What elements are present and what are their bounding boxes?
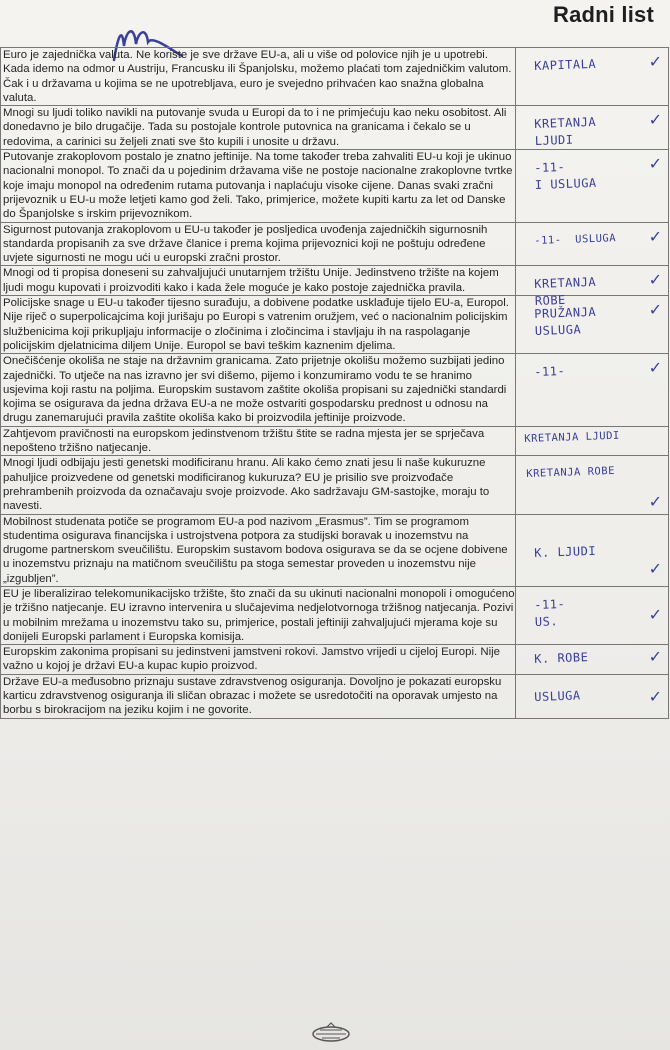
answer-cell[interactable]	[516, 645, 669, 675]
check-mark-icon: ✓	[648, 686, 662, 706]
handwritten-answer: K. LJUDI	[534, 543, 597, 560]
check-mark-icon: ✓	[648, 110, 662, 130]
answer-cell[interactable]	[516, 150, 669, 222]
answer-cell[interactable]	[516, 266, 669, 309]
table-row	[1, 586, 669, 644]
table-row	[1, 296, 669, 354]
handwritten-answer: KRETANJA LJUDI	[524, 429, 620, 445]
statement-text: Putovanje zrakoplovom postalo je znatno jeftinije. Na tome također treba zahvaliti EU-u koji je ukinuo nacionalni monopol. To znači da u pojedinim državama više ne postoje nacionalne zrakoplovne tvrtke koje imaju monopol na određenim rutama putovanja i naplaćuju visoke cijene. Danas svaki zračni prijevoznik u EU-u može letjeti kamo god želi. Tako, primjerice, možete kupiti kartu za let od Danske do Španjolske s irskim prijevoznikom.	[1, 150, 516, 222]
check-mark-icon: ✓	[648, 558, 662, 578]
table-row	[1, 106, 669, 150]
table-row	[1, 266, 669, 296]
table-row	[1, 222, 669, 266]
statement-text: Policijske snage u EU-u također tijesno surađuju, a dobivene podatke usklađuje tijelo EU-a, Europol. Nije riječ o superpolicajcima koji jurišaju po Europi s vatrenim oružjem, već o nacionalnim policijskim službenicima koji prikupljaju informacije o zločinima i zločincima i stavljaju ih na raspolaganje policijskim djelatnicima diljem Unije. Europol se bavi teškim kaznenim djelima.	[1, 296, 516, 354]
statement-text: Zahtjevom pravičnosti na europskom jedinstvenom tržištu štite se radna mjesta jer se sprječava nepošteno tržišno natjecanje.	[1, 426, 516, 456]
handwritten-answer: -11- I USLUGA	[534, 159, 597, 193]
table-row	[1, 456, 669, 514]
statement-text: Mnogi od ti propisa doneseni su zahvaljujući unutarnjem tržištu Unije. Jedinstveno tržište na kojem ljudi mogu kupovati i proizvoditi kako i kada žele moguće je kako postoje zajednička pravila.	[1, 266, 516, 296]
handwritten-answer: KRETANJA ROBE	[534, 275, 597, 309]
handwritten-answer: KAPITALA	[534, 56, 597, 73]
eu-logo-icon	[308, 1022, 354, 1042]
statement-text: Europskim zakonima propisani su jedinstveni jamstveni rokovi. Jamstvo vrijedi u cijeloj Europi. Nije važno u kojoj je državi EU-a kupac kupio proizvod.	[1, 645, 516, 675]
check-mark-icon: ✓	[648, 604, 662, 624]
check-mark-icon: ✓	[648, 358, 662, 378]
handwritten-answer: PRUŽANJA USLUGA	[534, 304, 597, 339]
check-mark-icon: ✓	[648, 492, 662, 512]
table-row	[1, 426, 669, 456]
table-row	[1, 354, 669, 426]
handwritten-answer: USLUGA	[534, 688, 581, 704]
table-row	[1, 48, 669, 106]
statement-text: EU je liberalizirao telekomunikacijsko tržište, što znači da su ukinuti nacionalni monopoli i omogućeno je tržišno natjecanje. EU izravno intervenira u slučajevima nedjelotvornoga tržišnog natjecanja. Pozivi u mobilnim mrežama u inozemstvu tako su, primjerice, postali jeftiniji zahvaljujući mjerama koje su donijeli Europski parlament i Europska komisija.	[1, 586, 516, 644]
answer-cell[interactable]	[516, 514, 669, 586]
answer-cell[interactable]	[516, 426, 669, 456]
statement-text: Države EU-a međusobno priznaju sustave zdravstvenog osiguranja. Dovoljno je pokazati europsku karticu zdravstvenog osiguranja ili sličan obrazac i možete se usredotočiti na oporavak umjesto na borbu s birokracijom na jeziku kojim i ne govorite.	[1, 674, 516, 718]
answer-cell[interactable]	[516, 456, 669, 514]
answer-cell[interactable]	[516, 674, 669, 718]
handwritten-answer: -11-	[534, 364, 566, 380]
statement-text: Mnogi ljudi odbijaju jesti genetski modificiranu hranu. Ali kako ćemo znati jesu li naše kukuruzne pahuljice proizvedene od genetski modificiranog kukuruza? EU je prisilio sve proizvođače prehrambenih proizvoda da označavaju svoje proizvode. Ako sadržavaju GM-sastojke, moraju to navesti.	[1, 456, 516, 514]
table-row	[1, 674, 669, 718]
check-mark-icon: ✓	[648, 300, 662, 320]
table-row	[1, 150, 669, 222]
page-title: Radni list	[552, 2, 654, 27]
answer-cell[interactable]	[516, 586, 669, 644]
check-mark-icon: ✓	[648, 647, 662, 667]
answer-cell[interactable]	[516, 48, 669, 106]
statement-text: Mnogi su ljudi toliko navikli na putovanje svuda u Europi da to i ne primjećuju kao neku osobitost. Ali donedavno je bilo drugačije. Tada su postojale kontrole putovnica na granicama i čekalo se u redovima, a carinici su željeli znati sve što kupili i unosite u državu.	[1, 106, 516, 150]
handwritten-answer: K. ROBE	[534, 650, 589, 667]
statement-text: Onečišćenje okoliša ne staje na državnim granicama. Zato prijetnje okolišu možemo suzbijati jedino zajednički. To utječe na nas izravno jer svi dišemo, pijemo i konzumiramo vodu te se hranimo usjevima koji rastu na poljima. Europskim sustavom zaštite okoliša propisani su zajednički standardi kojima se osigurava da jedna država EU-a ne može ostvariti gospodarsku prednost u odnosu na drugu zanemarujući pravila zaštite okoliša kako bi proizvodila jeftinije proizvode.	[1, 354, 516, 426]
statement-text: Mobilnost studenata potiče se programom EU-a pod nazivom „Erasmus”. Tim se programom studentima osigurava financijska i ustrojstvena potpora za studijski boravak u inozemstvu na drugome partnerskom sveučilištu. Europskim sustavom bodova osigurava se da se ocjene dobivene u inozemstvu priznaju na matičnom sveučilištu pa stoga semestar proveden u inozemstvu nije „izgubljen”.	[1, 514, 516, 586]
check-mark-icon: ✓	[648, 226, 662, 246]
worksheet-table	[0, 47, 669, 719]
table-row	[1, 645, 669, 675]
handwritten-answer: KRETANJA ROBE	[526, 465, 616, 481]
check-mark-icon: ✓	[648, 154, 662, 174]
answer-cell[interactable]	[516, 222, 669, 266]
table-row	[1, 514, 669, 586]
statement-text: Sigurnost putovanja zrakoplovom u EU-u također je posljedica uvođenja zajedničkih sigurnosnih standarda propisanih za sve države članice i prema kojima prijevoznici koji ne poštuju određene uvjete sigurnosti ne mogu ući u europski zračni prostor.	[1, 222, 516, 266]
answer-cell[interactable]	[516, 106, 669, 150]
check-mark-icon: ✓	[648, 270, 662, 290]
handwritten-answer: KRETANJA LJUDI	[534, 115, 597, 149]
answer-cell[interactable]	[516, 354, 669, 426]
handwritten-answer: -11- USLUGA	[534, 231, 617, 247]
statement-text: Euro je zajednička valuta. Ne koriste je sve države EU-a, ali u više od polovice njih je u upotrebi. Kada idemo na odmor u Austriju, Francusku ili Španjolsku, možemo plaćati tom zajedničkim valutom. Čak i u državama u kojima se ne upotrebljava, euro je svejedno prihvaćen kao snažna globalna valuta.	[1, 48, 516, 106]
handwritten-answer: -11- US.	[534, 596, 566, 629]
answer-cell[interactable]	[516, 296, 669, 354]
check-mark-icon: ✓	[648, 52, 662, 71]
